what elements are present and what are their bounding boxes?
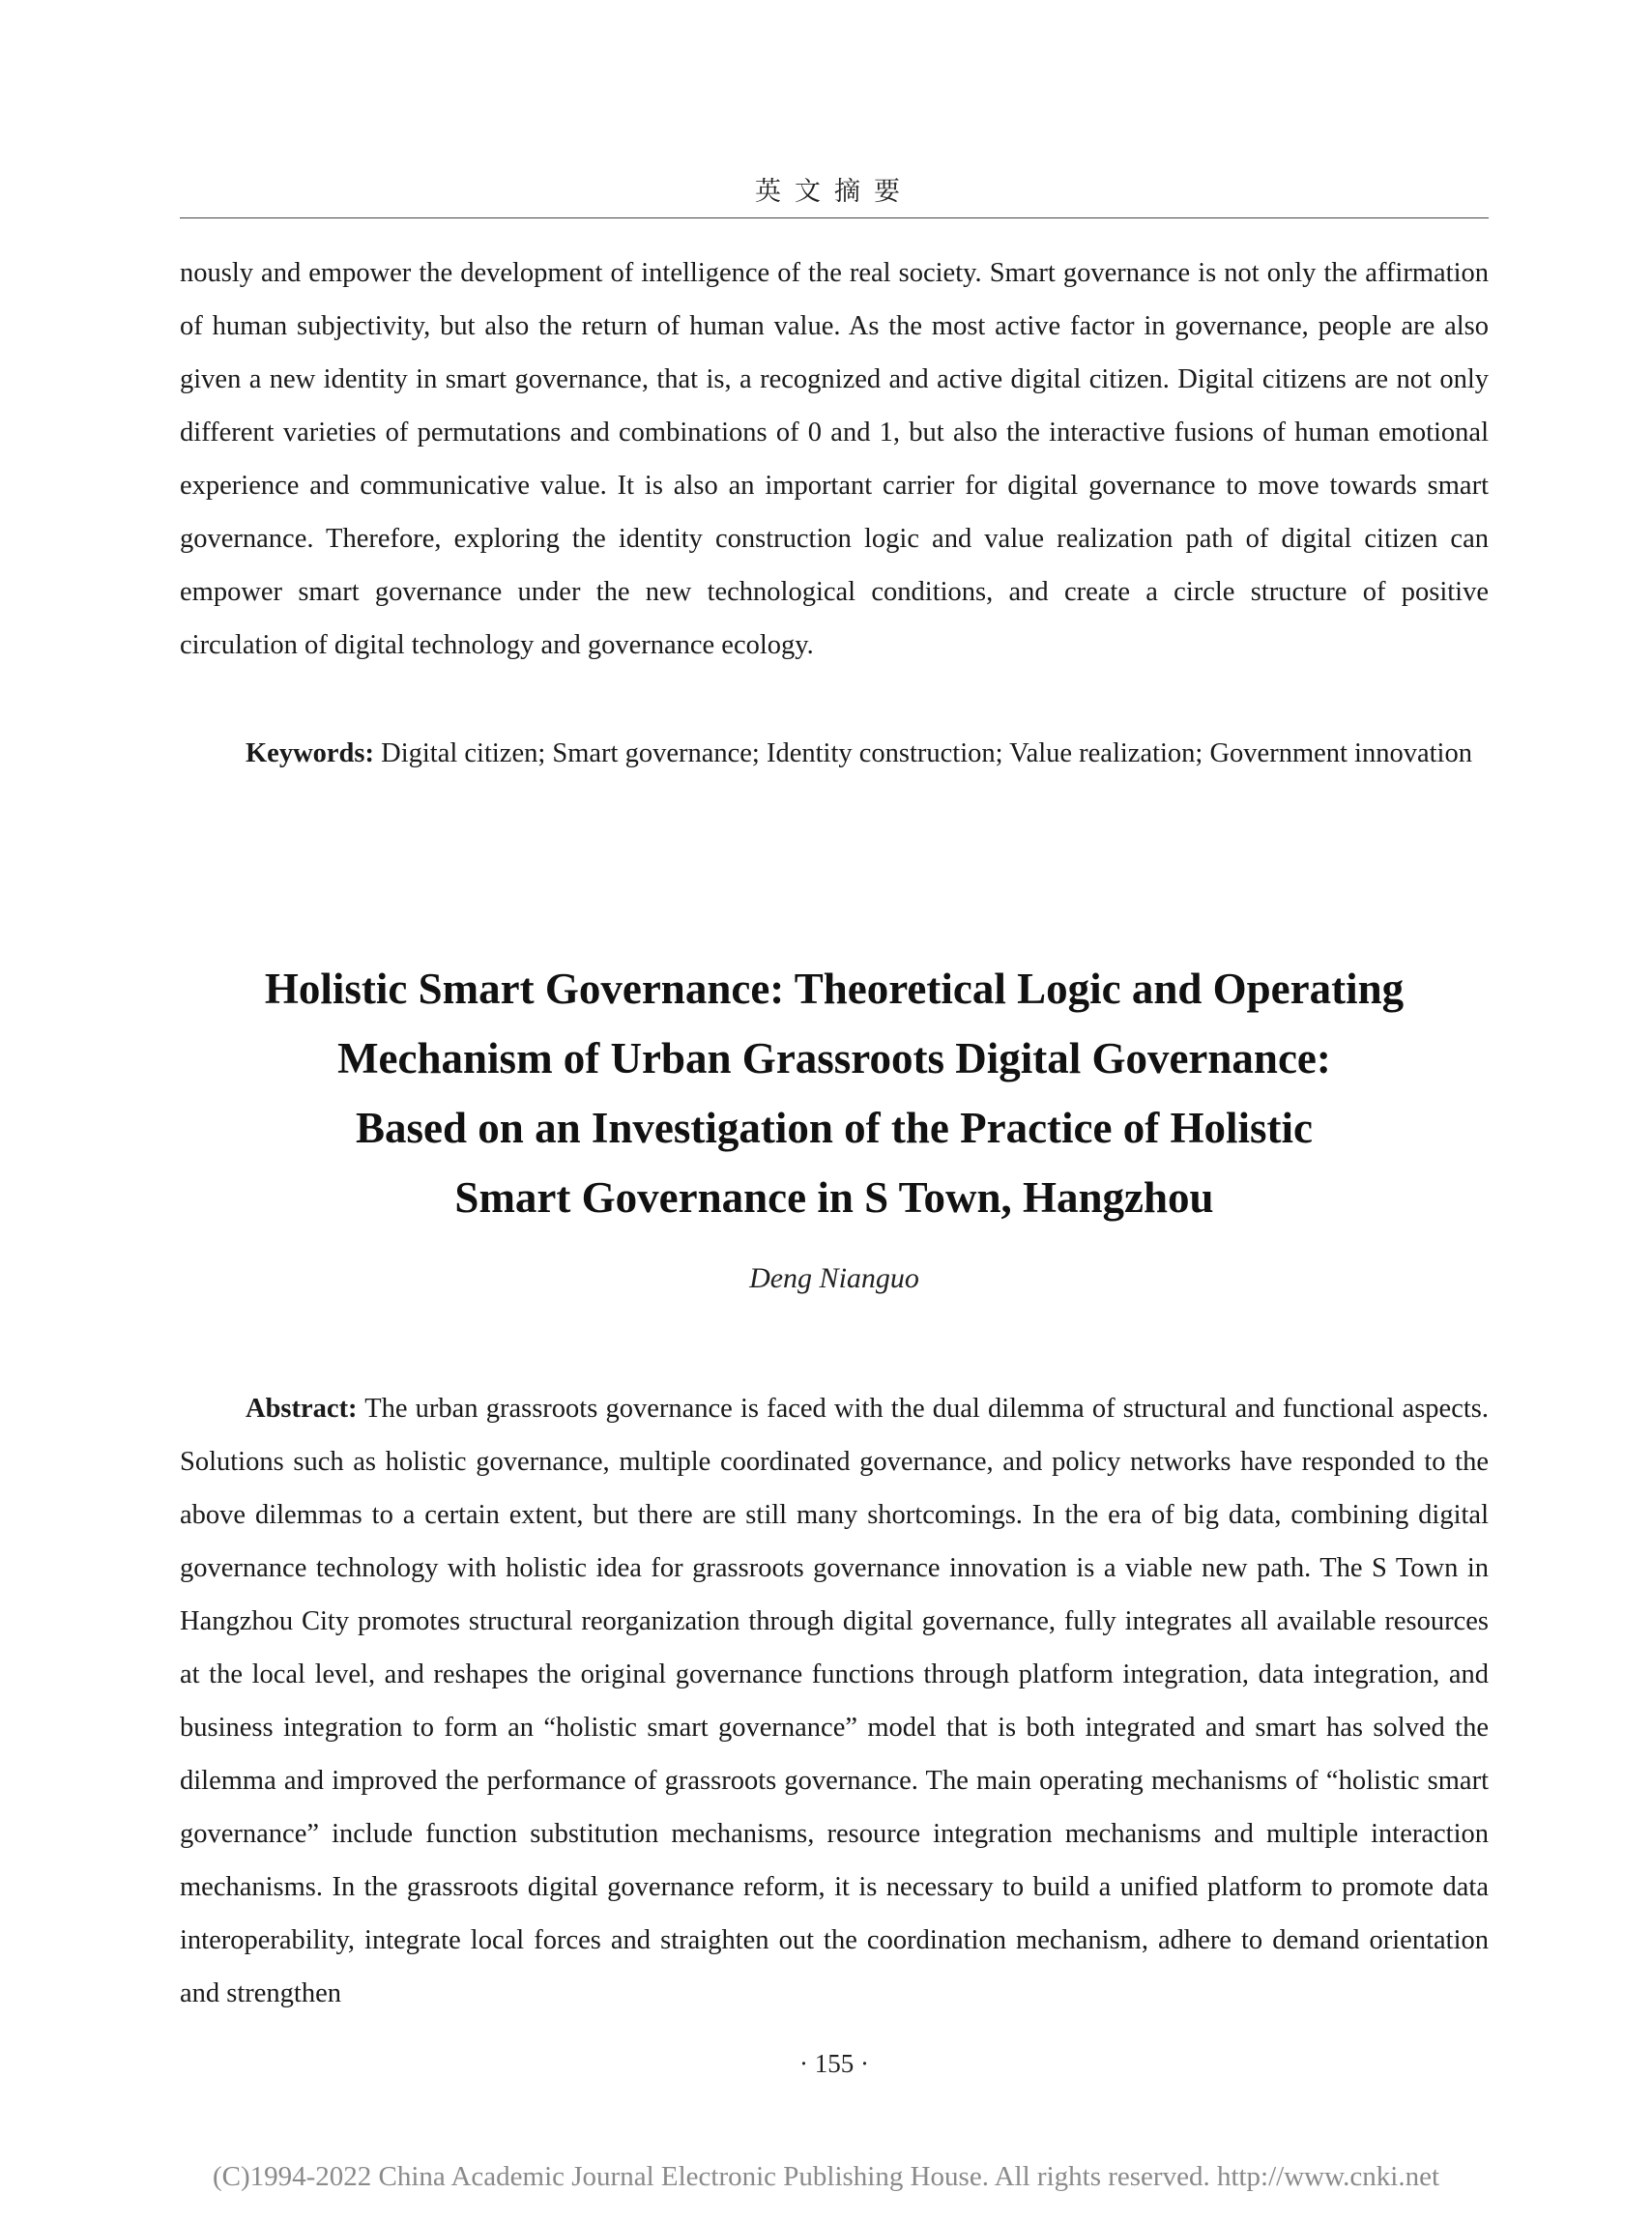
article-title: [180, 954, 1489, 1232]
page-number: · 155 ·: [799, 2049, 869, 2078]
keywords-text: Digital citizen; Smart governance; Identity construction; Value realization; Government innovation: [373, 738, 1472, 768]
article-title-line-1: Holistic Smart Governance: Theoretical Logic and Operating: [264, 965, 1405, 1013]
keywords-paragraph: [180, 727, 1489, 780]
copyright-footer: (C)1994-2022 China Academic Journal Electronic Publishing House. All rights reserved. http://www.cnki.net: [212, 2161, 1440, 2192]
article-title-line-3: Based on an Investigation of the Practice of Holistic: [356, 1104, 1313, 1152]
author-name: Deng Nianguo: [749, 1262, 919, 1294]
header-rule: [180, 217, 1489, 218]
article-title-line-4: Smart Governance in S Town, Hangzhou: [454, 1173, 1214, 1222]
running-header: 英文摘要: [755, 177, 913, 207]
continued-abstract-paragraph: nously and empower the development of intelligence of the real society. Smart governance is not only the affirmation of human subjectivity, but also the return of human value. As the most active factor in governance, people are also given a new identity in smart governance, that is, a recognized and active digital citizen. Digital citizens are not only different varieties of permutations and combinations of 0 and 1, but also the interactive fusions of human emotional experience and communicative value. It is also an important carrier for digital governance to move towards smart governance. Therefore, exploring the identity construction logic and value realization path of digital citizen can empower smart governance under the new technological conditions, and create a circle structure of positive circulation of digital technology and governance ecology.: [180, 258, 1489, 660]
article-title-line-2: Mechanism of Urban Grassroots Digital Governance:: [337, 1034, 1331, 1082]
abstract-label: Abstract:: [246, 1394, 358, 1424]
keywords-label: Keywords:: [246, 738, 374, 768]
abstract-paragraph: [180, 1382, 1489, 2020]
abstract-text: The urban grassroots governance is faced with the dual dilemma of structural and functional aspects. Solutions such as holistic governance, multiple coordinated governance, and policy networks have responded to the above dilemmas to a certain extent, but there are still many shortcomings. In the era of big data, combining digital governance technology with holistic idea for grassroots governance innovation is a viable new path. The S Town in Hangzhou City promotes structural reorganization through digital governance, fully integrates all available resources at the local level, and reshapes the original governance functions through platform integration, data integration, and business integration to form an “holistic smart governance” model that is both integrated and smart has solved the dilemma and improved the performance of grassroots governance. The main operating mechanisms of “holistic smart governance” include function substitution mechanisms, resource integration mechanisms and multiple interaction mechanisms. In the grassroots digital governance reform, it is necessary to build a unified platform to promote data interoperability, integrate local forces and straighten out the coordination mechanism, adhere to demand orientation and strengthen: [180, 1394, 1489, 2008]
